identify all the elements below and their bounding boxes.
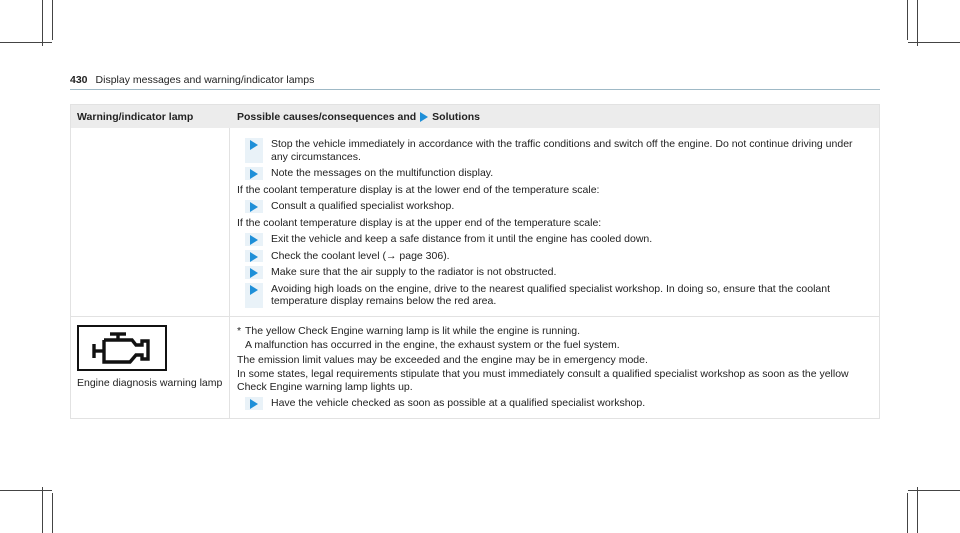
lamp-cell xyxy=(71,317,230,418)
condition-paragraph: If the coolant temperature display is at the lower end of the temperature scale: xyxy=(237,183,600,196)
solution-step xyxy=(237,397,872,410)
step-text: Note the messages on the multifunction display. xyxy=(271,167,494,179)
crop-mark xyxy=(52,493,53,533)
solutions-cell xyxy=(230,128,879,316)
warning-lamp-table xyxy=(70,104,880,419)
description-text: In some states, legal requirements stipulate that you must immediately consult a qualified specialist workshop as soon as the yellow Check Engine warning lamp lights up. xyxy=(237,368,849,393)
step-arrow-icon xyxy=(250,268,258,278)
crop-mark xyxy=(52,0,53,40)
step-text: Stop the vehicle immediately in accordance with the traffic conditions and switch off the engine. Do not continue driving under any circumstances. xyxy=(271,138,853,163)
section-title: Display messages and warning/indicator lamps xyxy=(95,74,315,86)
lamp-label: Engine diagnosis warning lamp xyxy=(77,376,223,389)
step-text: Avoiding high loads on the engine, drive to the nearest qualified specialist workshop. In doing so, ensure that the coolant temperature display remains below the red area. xyxy=(271,282,831,307)
description-text: The emission limit values may be exceeded and the engine may be in emergency mode. xyxy=(237,353,648,366)
crop-mark xyxy=(908,490,960,491)
description-text: The yellow Check Engine warning lamp is lit while the engine is running. xyxy=(245,324,581,337)
solutions-cell xyxy=(230,317,879,418)
asterisk: * xyxy=(237,324,242,337)
table-header xyxy=(71,105,879,128)
step-text: Have the vehicle checked as soon as possible at a qualified specialist workshop. xyxy=(271,397,646,409)
step-text: Exit the vehicle and keep a safe distance from it until the engine has cooled down. xyxy=(271,233,653,245)
column-header-causes xyxy=(230,111,480,123)
condition-paragraph: If the coolant temperature display is at the upper end of the temperature scale: xyxy=(237,216,602,229)
step-arrow-icon xyxy=(250,399,258,409)
table-row xyxy=(71,316,879,418)
page-header xyxy=(70,74,314,86)
step-arrow-icon xyxy=(250,202,258,212)
step-arrow-icon xyxy=(420,112,428,122)
step-arrow-icon xyxy=(250,235,258,245)
column-header-solutions-text: Solutions xyxy=(432,110,481,123)
crop-mark xyxy=(907,493,908,533)
solution-step xyxy=(237,250,872,263)
description-text: A malfunction has occurred in the engine, the exhaust system or the fuel system. xyxy=(245,339,620,351)
step-text: Consult a qualified specialist workshop. xyxy=(271,200,455,212)
solution-step xyxy=(237,233,872,246)
step-text: Check the coolant level (→ page 306). xyxy=(271,249,450,262)
solution-step xyxy=(237,167,872,180)
column-header-causes-text: Possible causes/consequences and xyxy=(237,110,417,123)
crop-mark xyxy=(917,487,918,533)
step-arrow-icon xyxy=(250,285,258,295)
crop-mark xyxy=(0,490,52,491)
crop-mark xyxy=(908,42,960,43)
solution-step xyxy=(237,200,872,213)
header-rule xyxy=(70,89,880,90)
crop-mark xyxy=(0,42,52,43)
column-header-lamp: Warning/indicator lamp xyxy=(77,110,194,123)
step-arrow-icon xyxy=(250,169,258,179)
step-text: Make sure that the air supply to the radiator is not obstructed. xyxy=(271,266,557,278)
page-number: 430 xyxy=(70,74,88,86)
solution-step xyxy=(237,283,872,308)
crop-mark xyxy=(42,0,43,46)
step-arrow-icon xyxy=(250,140,258,150)
crop-mark xyxy=(917,0,918,46)
availability-note xyxy=(237,325,872,338)
lamp-cell xyxy=(71,128,230,316)
solution-step xyxy=(237,138,872,163)
crop-mark xyxy=(907,0,908,40)
crop-mark xyxy=(42,487,43,533)
step-arrow-icon xyxy=(250,252,258,262)
engine-icon xyxy=(77,325,167,371)
table-row xyxy=(71,128,879,316)
solution-step xyxy=(237,266,872,279)
